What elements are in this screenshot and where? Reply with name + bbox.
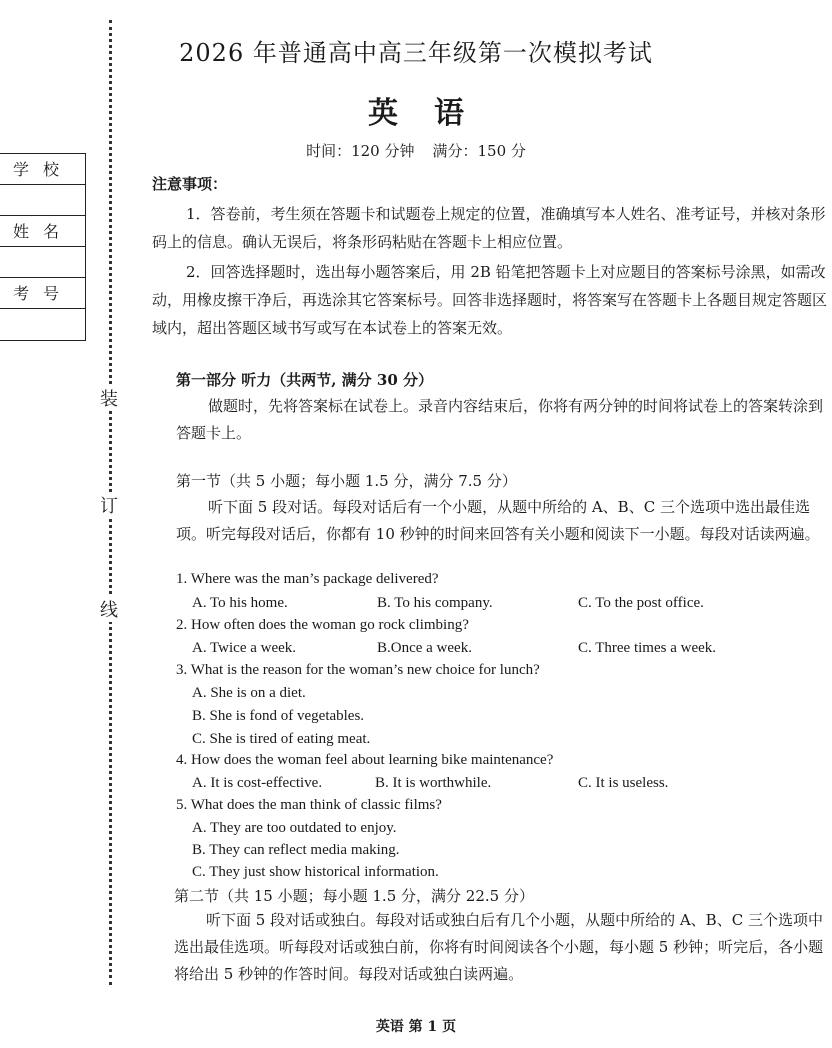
section1-heading: 第一节（共 5 小题；每小题 1.5 分，满分 7.5 分） xyxy=(176,472,517,490)
time-and-score xyxy=(0,140,832,161)
binding-mark-zhuang: 装 xyxy=(98,385,120,411)
question-1: 1. Where was the man’s package delivered? xyxy=(176,571,439,587)
subject-title xyxy=(0,88,832,132)
school-label: 学校 xyxy=(0,154,85,185)
q4-option-c: C. It is useless. xyxy=(578,775,669,791)
name-field[interactable] xyxy=(0,247,85,278)
question-5: 5. What does the man think of classic films? xyxy=(176,797,442,813)
q4-option-b: B. It is worthwhile. xyxy=(375,775,492,791)
q5-option-b: B. They can reflect media making. xyxy=(192,842,400,858)
q3-option-a: A. She is on a diet. xyxy=(192,685,306,701)
q1-option-c: C. To the post office. xyxy=(578,595,704,611)
subject-char-2: 语 xyxy=(434,96,464,131)
exam-number-field[interactable] xyxy=(0,309,85,340)
q2-option-a: A. Twice a week. xyxy=(192,640,297,656)
binding-mark-xian: 线 xyxy=(98,596,120,622)
notice-title: 注意事项： xyxy=(152,175,228,193)
part1-instruction: 做题时，先将答案标在试卷上。录音内容结束后，你将有两分钟的时间将试卷上的答案转涂到答题卡上。 xyxy=(176,397,824,442)
section1-instruction: 听下面 5 段对话。每段对话后有一个小题，从题中所给的 A、B、C 三个选项中选出最佳选项。听完每段对话后，你都有 10 秒钟的时间来回答有关小题和阅读下一小题。每段对话读两遍。 xyxy=(176,498,820,543)
exam-title: 2026 年普通高中高三年级第一次模拟考试 xyxy=(179,39,653,67)
q3-option-b: B. She is fond of vegetables. xyxy=(192,708,365,724)
student-info-box xyxy=(0,153,86,341)
q4-option-a: A. It is cost-effective. xyxy=(192,775,323,791)
exam-number-label: 考号 xyxy=(0,278,85,309)
q5-option-a: A. They are too outdated to enjoy. xyxy=(192,820,397,836)
notice-item-2: 2．回答选择题时，选出每小题答案后，用 2B 铅笔把答题卡上对应题目的答案标号涂黑，如需改动，用橡皮擦干净后，再选涂其它答案标号。回答非选择题时，将答案写在答题卡上各题目规定答题区域内，超出答题区域书写或写在本试卷上的答案无效。 xyxy=(152,263,828,337)
section2-heading: 第二节（共 15 小题；每小题 1.5 分，满分 22.5 分） xyxy=(174,887,534,905)
question-2: 2. How often does the woman go rock climbing? xyxy=(176,617,469,633)
q5-option-c: C. They just show historical information. xyxy=(192,864,439,880)
score-info: 满分：150 分 xyxy=(432,142,526,160)
q1-option-a: A. To his home. xyxy=(192,595,288,611)
question-4: 4. How does the woman feel about learning bike maintenance? xyxy=(176,752,554,768)
q1-option-b: B. To his company. xyxy=(377,595,493,611)
question-3: 3. What is the reason for the woman’s new choice for lunch? xyxy=(176,662,540,678)
section2-instruction: 听下面 5 段对话或独白。每段对话或独白后有几个小题，从题中所给的 A、B、C 三个选项中选出最佳选项。听每段对话或独白前，你将有时间阅读各个小题，每小题 5 秒钟；听完后，各小题将给出 5 秒钟的作答时间。每段对话或独白读两遍。 xyxy=(174,911,824,983)
school-field[interactable] xyxy=(0,185,85,216)
subject-char-1: 英 xyxy=(368,96,398,131)
binding-mark-ding: 订 xyxy=(98,492,120,518)
part1-heading: 第一部分 听力（共两节, 满分 30 分） xyxy=(176,371,433,389)
q2-option-b: B.Once a week. xyxy=(377,640,472,656)
q2-option-c: C. Three times a week. xyxy=(578,640,717,656)
time-info: 时间：120 分钟 xyxy=(306,142,415,160)
name-label: 姓名 xyxy=(0,216,85,247)
page-footer: 英语 第 1 页 xyxy=(375,1019,457,1035)
q3-option-c: C. She is tired of eating meat. xyxy=(192,731,371,747)
notice-item-1: 1．答卷前，考生须在答题卡和试题卷上规定的位置，准确填写本人姓名、准考证号，并核对条形码上的信息。确认无误后，将条形码粘贴在答题卡上相应位置。 xyxy=(152,205,826,251)
